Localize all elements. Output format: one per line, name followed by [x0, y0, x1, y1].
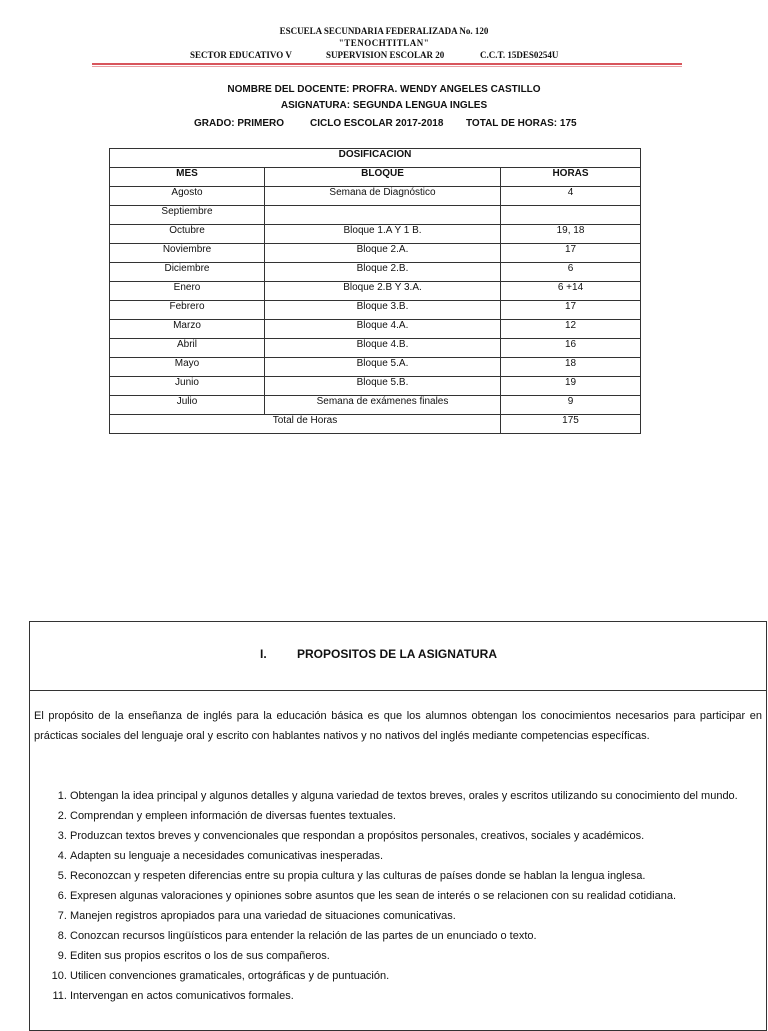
cell-horas: 4	[501, 187, 641, 206]
cell-mes: Octubre	[110, 225, 265, 244]
column-header-mes: MES	[110, 168, 265, 187]
list-item: 1. Obtengan la idea principal y algunos detalles y alguna variedad de textos breves, orales y escritos utilizando su conocimiento del mundo.	[70, 786, 768, 806]
cell-horas: 16	[501, 339, 641, 358]
header-rule	[92, 63, 682, 65]
cell-horas: 17	[501, 244, 641, 263]
table-row	[110, 187, 641, 206]
teacher-name: NOMBRE DEL DOCENTE: PROFRA. WENDY ANGELES CASTILLO	[227, 84, 541, 95]
cell-mes: Abril	[110, 339, 265, 358]
cell-bloque: Bloque 4.B.	[265, 339, 501, 358]
total-value: 175	[501, 415, 641, 434]
table-row	[110, 301, 641, 320]
cell-mes: Marzo	[110, 320, 265, 339]
list-item: 6. Expresen algunas valoraciones y opiniones sobre asuntos que les sean de interés o se relacionen con su realidad cotidiana.	[70, 886, 768, 906]
cell-bloque: Bloque 5.B.	[265, 377, 501, 396]
table-row	[110, 263, 641, 282]
cct-label: C.C.T. 15DES0254U	[480, 50, 559, 60]
cell-bloque: Semana de Diagnóstico	[265, 187, 501, 206]
section-number: I.	[260, 647, 267, 661]
sector-label: SECTOR EDUCATIVO V	[190, 50, 292, 60]
subject-name: ASIGNATURA: SEGUNDA LENGUA INGLES	[280, 100, 488, 111]
cell-horas: 6	[501, 263, 641, 282]
intro-paragraph: El propósito de la enseñanza de inglés para la educación básica es que los alumnos obtengan los conocimientos necesarios para participar en prácticas sociales del lenguaje oral y escrito con hablantes nativos y no nativos del inglés mediante competencias específicas.	[34, 710, 762, 742]
section-header	[30, 622, 766, 691]
cell-bloque: Bloque 4.A.	[265, 320, 501, 339]
cell-mes: Noviembre	[110, 244, 265, 263]
purposes-list	[46, 786, 768, 1006]
cell-bloque: Bloque 1.A Y 1 B.	[265, 225, 501, 244]
cycle-label: CICLO ESCOLAR 2017-2018	[310, 118, 444, 129]
table-row	[110, 206, 641, 225]
cell-bloque: Bloque 5.A.	[265, 358, 501, 377]
list-item: 11. Intervengan en actos comunicativos formales.	[70, 986, 768, 1006]
column-header-horas: HORAS	[501, 168, 641, 187]
cell-mes: Junio	[110, 377, 265, 396]
table-total-row	[110, 415, 641, 434]
cell-mes: Enero	[110, 282, 265, 301]
school-name-line: ESCUELA SECUNDARIA FEDERALIZADA No. 120	[279, 26, 489, 36]
list-item: 3. Produzcan textos breves y convencionales que respondan a propósitos personales, creativos, sociales y académicos.	[70, 826, 768, 846]
table-title: DOSIFICACION	[110, 149, 641, 168]
list-item: 2. Comprendan y empleen información de diversas fuentes textuales.	[70, 806, 768, 826]
table-row	[110, 377, 641, 396]
grade-label: GRADO: PRIMERO	[194, 118, 284, 129]
cell-bloque: Semana de exámenes finales	[265, 396, 501, 415]
purposes-section	[29, 621, 767, 1031]
cell-mes: Mayo	[110, 358, 265, 377]
total-label: Total de Horas	[110, 415, 501, 434]
supervision-label: SUPERVISION ESCOLAR 20	[326, 50, 445, 60]
school-nickname: "TENOCHTITLAN"	[338, 38, 430, 48]
cell-horas	[501, 206, 641, 225]
cell-bloque: Bloque 3.B.	[265, 301, 501, 320]
list-item: 7. Manejen registros apropiados para una variedad de situaciones comunicativas.	[70, 906, 768, 926]
dosificacion-table	[109, 148, 641, 434]
table-row	[110, 244, 641, 263]
cell-horas: 18	[501, 358, 641, 377]
cell-mes: Septiembre	[110, 206, 265, 225]
list-item: 10. Utilicen convenciones gramaticales, ortográficas y de puntuación.	[70, 966, 768, 986]
cell-horas: 9	[501, 396, 641, 415]
cell-bloque	[265, 206, 501, 225]
cell-mes: Diciembre	[110, 263, 265, 282]
cell-mes: Julio	[110, 396, 265, 415]
table-row	[110, 225, 641, 244]
table-row	[110, 282, 641, 301]
cell-mes: Febrero	[110, 301, 265, 320]
total-hours-label: TOTAL DE HORAS: 175	[466, 118, 577, 129]
cell-bloque: Bloque 2.A.	[265, 244, 501, 263]
table-row	[110, 396, 641, 415]
cell-horas: 19, 18	[501, 225, 641, 244]
list-item: 8. Conozcan recursos lingüísticos para entender la relación de las partes de un enunciado o texto.	[70, 926, 768, 946]
list-item: 9. Editen sus propios escritos o los de sus compañeros.	[70, 946, 768, 966]
cell-horas: 12	[501, 320, 641, 339]
cell-horas: 17	[501, 301, 641, 320]
list-item: 5. Reconozcan y respeten diferencias entre su propia cultura y las culturas de países donde se hablan la lengua inglesa.	[70, 866, 768, 886]
section-title: PROPOSITOS DE LA ASIGNATURA	[297, 647, 498, 661]
cell-horas: 6 +14	[501, 282, 641, 301]
table-row	[110, 339, 641, 358]
cell-bloque: Bloque 2.B.	[265, 263, 501, 282]
header-rule-thin	[92, 66, 682, 67]
column-header-bloque: BLOQUE	[265, 168, 501, 187]
list-item: 4. Adapten su lenguaje a necesidades comunicativas inesperadas.	[70, 846, 768, 866]
table-row	[110, 358, 641, 377]
cell-horas: 19	[501, 377, 641, 396]
cell-bloque: Bloque 2.B Y 3.A.	[265, 282, 501, 301]
table-row	[110, 320, 641, 339]
cell-mes: Agosto	[110, 187, 265, 206]
